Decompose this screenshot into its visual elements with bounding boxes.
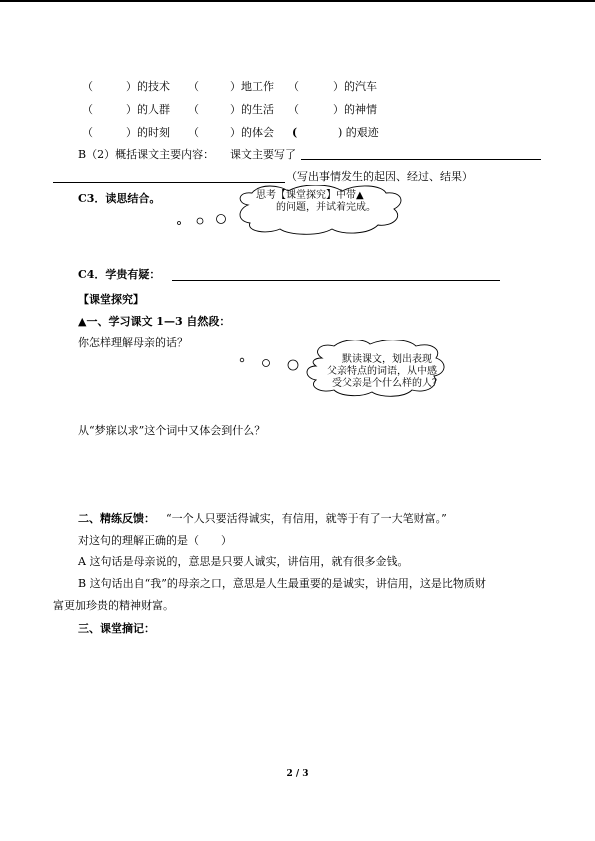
page-number: 2 / 3 [286,769,309,779]
part3-heading: 三、课堂摘记： [78,622,155,635]
part2-heading: 二、精练反馈： [78,512,155,525]
b2-lead: 课文主要写了 [230,148,296,161]
blank-open-paren: （ [82,103,93,116]
b2-hint: （写出事情发生的起因、经过、结果） [286,170,473,183]
blank-open-paren: （ [288,80,299,93]
part2-quote: “一个人只要活得诚实，有信用，就等于有了一大笔财富。” [166,512,447,525]
option-b-continued: 富更加珍贵的精神财富。 [53,599,174,612]
part2-prompt: 对这句的理解正确的是（ ） [78,534,232,547]
page-top-border [0,0,595,2]
blank-open-paren: （ [82,126,93,139]
bubble-text-line: 默读课文，划出表现 [342,354,432,365]
section-title: 【课堂探究】 [78,293,144,306]
answer-line[interactable] [53,182,285,183]
option-a: A 这句话是母亲说的，意思是只要人诚实，讲信用，就有很多金钱。 [78,555,409,568]
fill-word: ) 的艰迹 [338,126,379,139]
blank-open-paren: （ [188,80,199,93]
blank-open-paren: （ [188,126,199,139]
bubble-text-line: 受父亲是个什么样的人？ [332,378,442,389]
blank-open-paren: ( [292,126,298,139]
c3-title: C3．读思结合。 [78,192,161,205]
part1-heading: ▲一、学习课文 1—3 自然段： [78,315,231,328]
bubble-text-line: 思考【课堂探究】中带▲ [256,190,364,201]
part1-question: 你怎样理解母亲的话？ [78,336,188,349]
bubble-text-line: 父亲特点的词语，从中感 [327,366,437,377]
fill-word: ）的体会 [230,126,274,139]
answer-line[interactable] [172,280,500,281]
blank-open-paren: （ [288,103,299,116]
fill-word: ）地工作 [230,80,274,93]
bubble-text-line: 的问题，并试着完成。 [276,202,376,213]
b2-label: B（2）概括课文主要内容： [78,148,215,161]
c4-title: C4．学贵有疑： [78,268,161,281]
part1-question: 从“梦寐以求”这个词中又体会到什么？ [78,424,266,437]
fill-word: ）的生活 [230,103,274,116]
blank-open-paren: （ [82,80,93,93]
option-b: B 这句话出自“我”的母亲之口，意思是人生最重要的是诚实，讲信用，这是比物质财 [78,577,486,590]
fill-word: ）的人群 [126,103,170,116]
fill-word: ）的时刻 [126,126,170,139]
blank-open-paren: （ [188,103,199,116]
fill-word: ）的神情 [333,103,377,116]
fill-word: ）的汽车 [333,80,377,93]
fill-word: ）的技术 [126,80,170,93]
answer-line[interactable] [301,159,541,160]
